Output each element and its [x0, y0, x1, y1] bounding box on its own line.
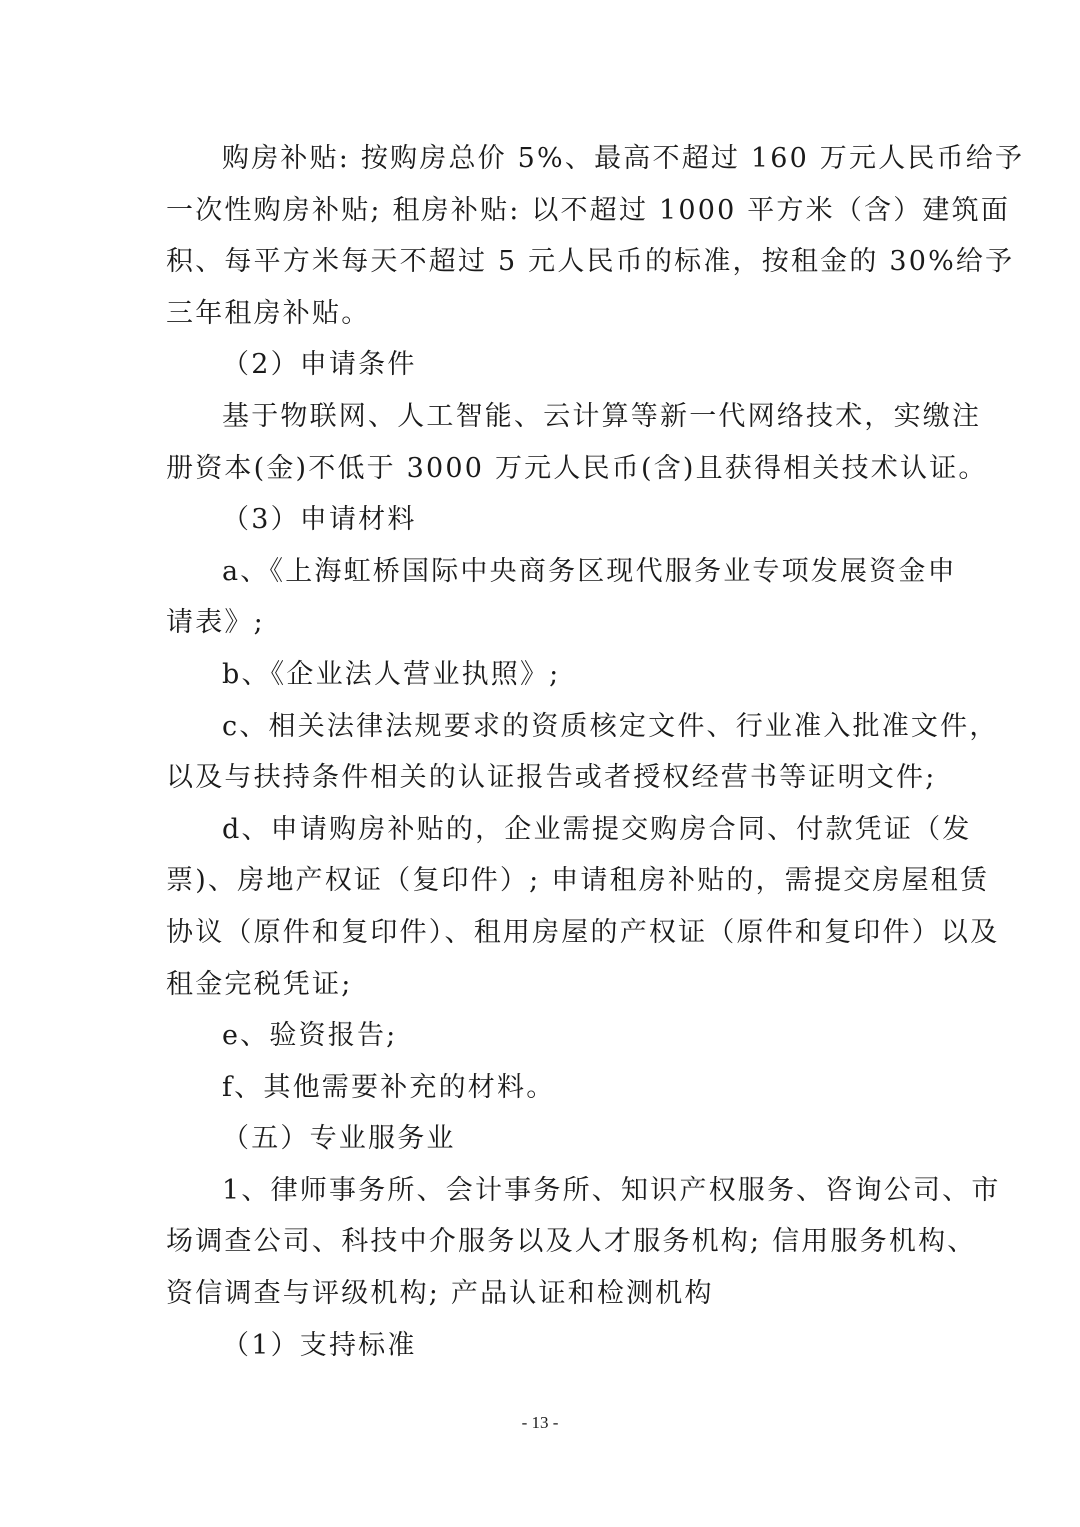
section-heading: （2）申请条件	[222, 349, 417, 381]
text-line: 积、每平方米每天不超过 5 元人民币的标准，按租金的 30%给予	[166, 246, 1015, 278]
section-heading: （五）专业服务业	[222, 1123, 456, 1155]
list-item: a、《上海虹桥国际中央商务区现代服务业专项发展资金申	[222, 555, 957, 587]
text-line: 册资本(金)不低于 3000 万元人民币(含)且获得相关技术认证。	[166, 452, 988, 484]
text-line: 租金完税凭证;	[166, 968, 353, 1000]
text-line: 基于物联网、人工智能、云计算等新一代网络技术，实缴注	[222, 400, 982, 432]
section-heading: （1）支持标准	[222, 1329, 417, 1361]
text-line: 一次性购房补贴; 租房补贴: 以不超过 1000 平方米（含）建筑面	[166, 194, 1011, 226]
text-line: 三年租房补贴。	[166, 297, 371, 329]
text-line: 场调查公司、科技中介服务以及人才服务机构; 信用服务机构、	[166, 1226, 977, 1258]
text-line: 购房补贴: 按购房总价 5%、最高不超过 160 万元人民币给予	[222, 143, 1025, 174]
list-item: c、相关法律法规要求的资质核定文件、行业准入批准文件，	[222, 710, 999, 742]
list-item: b、《企业法人营业执照》;	[222, 658, 561, 690]
section-heading: （3）申请材料	[222, 504, 417, 536]
list-item: e、验资报告;	[222, 1020, 398, 1052]
text-line: 协议（原件和复印件）、租用房屋的产权证（原件和复印件）以及	[166, 916, 1000, 948]
list-item: f、其他需要补充的材料。	[222, 1071, 556, 1103]
text-line: 以及与扶持条件相关的认证报告或者授权经营书等证明文件;	[166, 762, 937, 794]
list-item: d、申请购房补贴的，企业需提交购房合同、付款凭证（发	[222, 813, 972, 845]
body-text	[166, 133, 1025, 1371]
text-line: 资信调查与评级机构; 产品认证和检测机构	[166, 1278, 714, 1310]
text-line: 票)、房地产权证（复印件）; 申请租房补贴的，需提交房屋租赁	[166, 865, 990, 897]
page-number: - 13 -	[521, 1413, 559, 1432]
list-item: 1、律师事务所、会计事务所、知识产权服务、咨询公司、市	[222, 1174, 1001, 1206]
text-line: 请表》;	[166, 607, 265, 639]
